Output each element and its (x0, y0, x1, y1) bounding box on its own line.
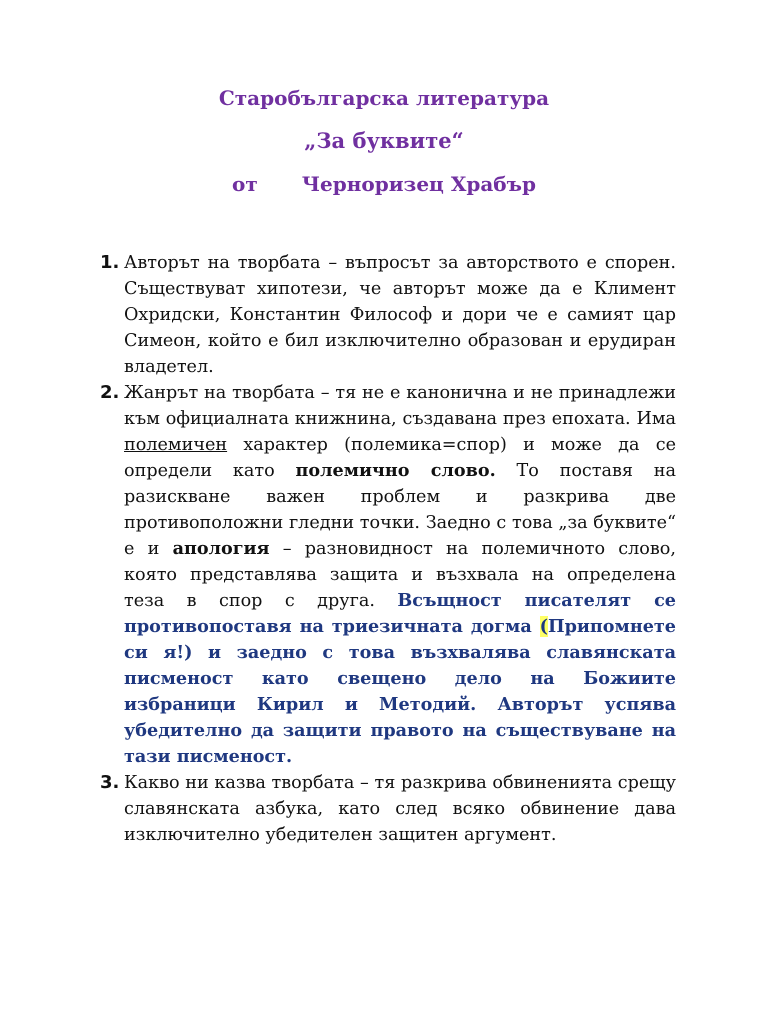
list-item-number: 2. (100, 382, 120, 403)
list-item (100, 250, 676, 380)
list-item (100, 770, 676, 848)
genre-text: Жанрът на творбата – тя не е канонична и не принадлежи към официалната книжнина, създавана през епохата. Има (124, 383, 676, 429)
list-item-text (124, 380, 676, 770)
document-title: Старобългарска литература (218, 86, 550, 110)
author-name-first: Черноризец (301, 172, 444, 196)
list-item-text: Какво ни казва творбата – тя разкрива обвиненията срещу славянската азбука, като след всяко обвинение дава изключително убедителен защитен аргумент. (124, 773, 676, 845)
author-line (0, 172, 768, 196)
highlighted-paren: ( (539, 616, 548, 637)
list-item (100, 380, 676, 770)
bold-term: полемично слово. (295, 460, 496, 481)
emphasis-text: Всъщност писателят се противопоставя на триезичната догма (124, 590, 676, 637)
underlined-term: полемичен (124, 435, 228, 455)
emphasis-text: Припомнете си я!) и заедно с това възхвалява славянската писменост като свещено дело на Божиите избраници Кирил и Методий. Авторът успява убедително да защити правото на съществуване на тази писменост. (124, 616, 676, 767)
work-title: „За буквите“ (304, 128, 464, 153)
author-name-last: Храбър (450, 172, 536, 196)
genre-text: – разновидност на полемичното слово, която представлява защита и възхвала на определена теза в спор с друга. (124, 539, 676, 611)
genre-text: характер (полемика=спор) и може да се определи като (124, 435, 676, 481)
list-item-number: 3. (100, 772, 120, 793)
numbered-list (100, 250, 676, 848)
list-item-number: 1. (100, 252, 120, 273)
genre-text: То поставя на разискване важен проблем и разкрива две противоположни гледни точки. Заедно с това „за буквите“ е и (124, 461, 676, 559)
list-item-text: Авторът на творбата – въпросът за авторството е спорен. Съществуват хипотези, че авторът може да е Климент Охридски, Константин Философ и дори че е самият цар Симеон, който е бил изключително образован и ерудиран владетел. (124, 253, 676, 377)
author-preposition: от (232, 172, 258, 196)
bold-term: апология (172, 538, 270, 559)
